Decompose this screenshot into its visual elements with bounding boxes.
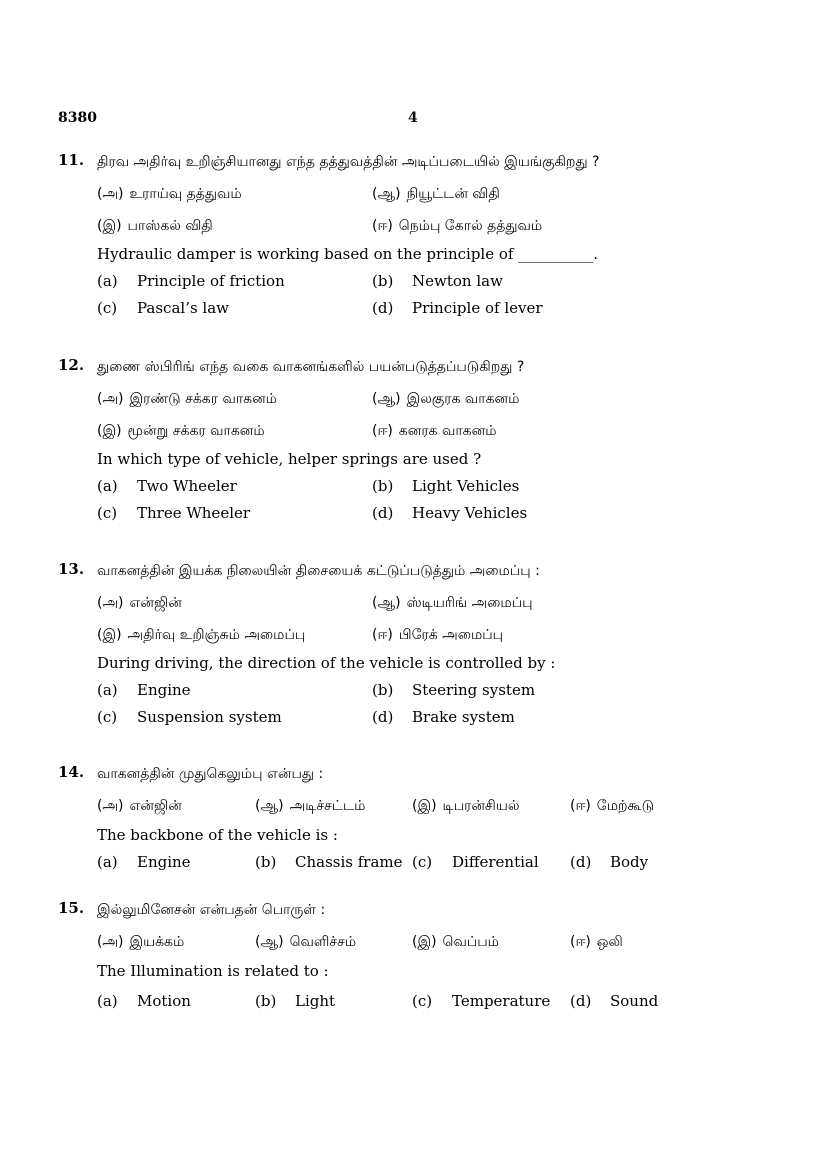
english-option-d <box>372 705 515 729</box>
option-text: Suspension system <box>137 708 282 726</box>
option-label: (அ) <box>97 186 124 202</box>
tamil-option-a <box>97 591 182 615</box>
option-text: ஒலி <box>596 934 623 950</box>
option-text: Body <box>610 853 649 871</box>
tamil-option-c <box>412 930 499 954</box>
option-label: (ஆ) <box>255 934 284 950</box>
tamil-question-text: வாகனத்தின் இயக்க நிலையின் திசையைக் கட்டுப்படுத்தும் அமைப்பு : <box>97 563 540 579</box>
option-label: (d) <box>570 853 592 871</box>
english-question-text: In which type of vehicle, helper springs are used ? <box>97 450 482 468</box>
option-label: (c) <box>97 299 118 317</box>
english-option-a <box>97 474 237 498</box>
english-option-c <box>97 501 250 525</box>
option-label: (ஈ) <box>372 627 393 643</box>
english-option-b <box>372 269 503 293</box>
option-text: என்ஜின் <box>129 595 182 611</box>
option-text: Steering system <box>412 681 536 699</box>
english-option-d <box>570 989 658 1013</box>
option-text: Newton law <box>412 272 503 290</box>
tamil-option-c <box>412 794 520 818</box>
english-option-b <box>255 850 403 874</box>
option-label: (இ) <box>97 423 122 439</box>
option-text: Light Vehicles <box>412 477 520 495</box>
option-label: (ஈ) <box>372 423 393 439</box>
option-text: ஸ்டியரிங் அமைப்பு <box>406 595 533 611</box>
tamil-option-a <box>97 930 184 954</box>
english-option-a <box>97 678 191 702</box>
tamil-option-d <box>570 794 654 818</box>
tamil-option-c <box>97 623 305 647</box>
option-text: Principle of friction <box>137 272 285 290</box>
tamil-question-text: துணை ஸ்பிரிங் எந்த வகை வாகனங்களில் பயன்படுத்தப்படுகிறது ? <box>97 359 525 375</box>
english-option-a <box>97 850 191 874</box>
english-option-c <box>97 296 229 320</box>
option-label: (b) <box>255 853 277 871</box>
option-text: வெப்பம் <box>442 934 499 950</box>
option-text: இலகுரக வாகனம் <box>406 391 520 407</box>
option-text: Three Wheeler <box>137 504 251 522</box>
option-label: (ஆ) <box>372 186 401 202</box>
option-label: (c) <box>412 992 433 1010</box>
option-text: அதிர்வு உறிஞ்சும் அமைப்பு <box>127 627 306 643</box>
option-text: Motion <box>137 992 191 1010</box>
english-option-d <box>570 850 648 874</box>
option-label: (ஈ) <box>570 798 591 814</box>
option-label: (ஈ) <box>570 934 591 950</box>
option-label: (b) <box>372 681 394 699</box>
option-label: (b) <box>255 992 277 1010</box>
option-label: (d) <box>570 992 592 1010</box>
option-label: (ஆ) <box>372 391 401 407</box>
tamil-option-d <box>372 623 503 647</box>
tamil-option-b <box>255 794 365 818</box>
option-text: பிரேக் அமைப்பு <box>398 627 504 643</box>
tamil-option-d <box>372 214 542 238</box>
option-label: (அ) <box>97 595 124 611</box>
option-text: Chassis frame <box>295 853 403 871</box>
option-label: (c) <box>97 708 118 726</box>
tamil-option-b <box>372 387 519 411</box>
option-label: (இ) <box>97 627 122 643</box>
english-option-d <box>372 501 527 525</box>
option-text: உராய்வு தத்துவம் <box>129 186 242 202</box>
option-label: (a) <box>97 477 118 495</box>
question-number: 12. <box>58 356 85 374</box>
question-number: 15. <box>58 899 85 917</box>
english-option-c <box>97 705 282 729</box>
option-label: (ஈ) <box>372 218 393 234</box>
english-question-text: The Illumination is related to : <box>97 962 329 980</box>
tamil-question-text: இல்லுமினேசன் என்பதன் பொருள் : <box>97 902 326 918</box>
option-label: (d) <box>372 708 394 726</box>
option-text: Light <box>295 992 336 1010</box>
english-option-b <box>372 474 519 498</box>
option-label: (ஆ) <box>255 798 284 814</box>
question-number: 13. <box>58 560 85 578</box>
option-text: இயக்கம் <box>129 934 185 950</box>
option-label: (இ) <box>412 798 437 814</box>
option-text: டிபரன்சியல் <box>442 798 520 814</box>
option-label: (a) <box>97 992 118 1010</box>
option-label: (a) <box>97 681 118 699</box>
tamil-option-b <box>372 182 500 206</box>
option-label: (இ) <box>97 218 122 234</box>
option-label: (a) <box>97 272 118 290</box>
tamil-option-a <box>97 387 277 411</box>
tamil-option-d <box>372 419 496 443</box>
option-text: Two Wheeler <box>137 477 237 495</box>
english-option-a <box>97 989 191 1013</box>
option-label: (இ) <box>412 934 437 950</box>
option-label: (அ) <box>97 934 124 950</box>
tamil-option-a <box>97 182 242 206</box>
option-label: (c) <box>97 504 118 522</box>
tamil-option-a <box>97 794 182 818</box>
tamil-question-text: திரவ அதிர்வு உறிஞ்சியானது எந்த தத்துவத்தின் அடிப்படையில் இயங்குகிறது ? <box>97 154 600 170</box>
tamil-option-d <box>570 930 623 954</box>
option-text: கனரக வாகனம் <box>398 423 497 439</box>
option-text: Engine <box>137 853 191 871</box>
english-question-text: The backbone of the vehicle is : <box>97 826 338 844</box>
english-option-d <box>372 296 543 320</box>
option-text: என்ஜின் <box>129 798 182 814</box>
tamil-option-c <box>97 214 213 238</box>
paper-code: 8380 <box>58 110 97 126</box>
tamil-question-text: வாகனத்தின் முதுகெலும்பு என்பது : <box>97 766 324 782</box>
page-number: 4 <box>408 110 418 126</box>
option-text: மூன்று சக்கர வாகனம் <box>127 423 265 439</box>
option-text: Temperature <box>452 992 551 1010</box>
english-question-text: Hydraulic damper is working based on the principle of __________. <box>97 245 598 263</box>
tamil-option-b <box>255 930 356 954</box>
option-text: நியூட்டன் விதி <box>406 186 500 202</box>
option-text: பாஸ்கல் விதி <box>127 218 213 234</box>
option-text: இரண்டு சக்கர வாகனம் <box>129 391 277 407</box>
option-text: Principle of lever <box>412 299 543 317</box>
english-option-b <box>255 989 335 1013</box>
option-text: Sound <box>610 992 659 1010</box>
option-text: Brake system <box>412 708 515 726</box>
option-text: நெம்பு கோல் தத்துவம் <box>398 218 543 234</box>
question-number: 11. <box>58 151 85 169</box>
option-label: (b) <box>372 477 394 495</box>
option-label: (c) <box>412 853 433 871</box>
option-text: வெளிச்சம் <box>289 934 357 950</box>
option-text: Pascal’s law <box>137 299 230 317</box>
option-text: மேற்கூடு <box>596 798 655 814</box>
option-label: (d) <box>372 299 394 317</box>
english-option-a <box>97 269 285 293</box>
english-option-b <box>372 678 535 702</box>
tamil-option-b <box>372 591 533 615</box>
option-label: (a) <box>97 853 118 871</box>
option-label: (d) <box>372 504 394 522</box>
english-question-text: During driving, the direction of the vehicle is controlled by : <box>97 654 556 672</box>
option-label: (அ) <box>97 798 124 814</box>
option-text: Differential <box>452 853 539 871</box>
option-label: (அ) <box>97 391 124 407</box>
option-label: (b) <box>372 272 394 290</box>
question-number: 14. <box>58 763 85 781</box>
option-text: Engine <box>137 681 191 699</box>
option-text: அடிச்சட்டம் <box>289 798 366 814</box>
tamil-option-c <box>97 419 265 443</box>
english-option-c <box>412 850 539 874</box>
option-label: (ஆ) <box>372 595 401 611</box>
english-option-c <box>412 989 550 1013</box>
option-text: Heavy Vehicles <box>412 504 528 522</box>
